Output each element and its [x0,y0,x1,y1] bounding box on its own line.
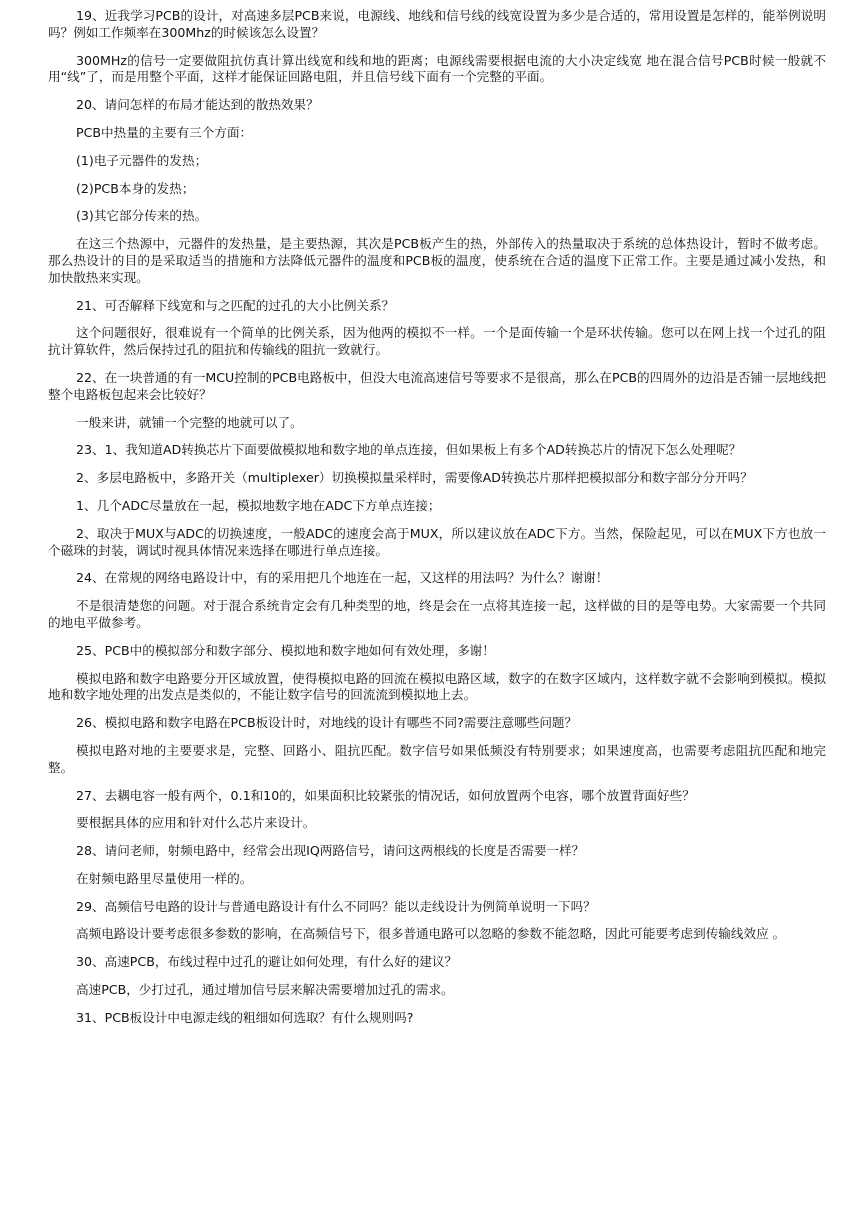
answer-27: 要根据具体的应用和针对什么芯片来设计。 [76,815,316,831]
answer-29: 高频电路设计要考虑很多参数的影响，在高频信号下，很多普通电路可以忽略的参数不能忽略，因此可能要考虑到传输线效应 。 [76,926,786,942]
question-28: 28、请问老师，射频电路中，经常会出现IQ两路信号，请问这两根线的长度是否需要一样？ [76,843,585,859]
question-30: 30、高速PCB，布线过程中过孔的避让如何处理，有什么好的建议？ [76,954,458,970]
question-23-part-2: 2、多层电路板中，多路开关（multiplexer）切换模拟量采样时，需要像AD转换芯片那样把模拟部分和数字部分分开吗？ [76,470,753,486]
answer-20-item-3: (3)其它部分传来的热。 [76,208,208,224]
answer-23-part-1: 1、几个ADC尽量放在一起，模拟地数字地在ADC下方单点连接； [76,497,441,513]
answer-26: 模拟电路对地的主要要求是，完整、回路小、阻抗匹配。数字信号如果低频没有特别要求；如果速度高，也需要考虑阻抗匹配和地完整。 [48,742,826,775]
question-24: 24、在常规的网络电路设计中，有的采用把几个地连在一起，又这样的用法吗？为什么？谢谢！ [76,570,609,586]
answer-28: 在射频电路里尽量使用一样的。 [76,870,253,886]
question-19: 19、近我学习PCB的设计，对高速多层PCB来说，电源线、地线和信号线的线宽设置为多少是合适的，常用设置是怎样的，能举例说明吗？例如工作频率在300Mhz的时候该怎么设置？ [48,8,826,40]
question-25: 25、PCB中的模拟部分和数字部分、模拟地和数字地如何有效处理，多谢！ [76,642,495,658]
answer-21: 这个问题很好，很难说有一个简单的比例关系，因为他两的模拟不一样。一个是面传输一个是环状传输。您可以在网上找一个过孔的阻抗计算软件，然后保持过孔的阻抗和传输线的阻抗一致就行。 [48,325,826,358]
answer-22: 一般来讲，就铺一个完整的地就可以了。 [76,414,303,430]
question-26: 26、模拟电路和数字电路在PCB板设计时，对地线的设计有哪些不同?需要注意哪些问题？ [76,715,578,731]
answer-20-intro: PCB中热量的主要有三个方面： [76,124,253,140]
question-29: 29、高频信号电路的设计与普通电路设计有什么不同吗？能以走线设计为例简单说明一下吗？ [76,898,596,914]
question-23-part-1: 23、1、我知道AD转换芯片下面要做模拟地和数字地的单点连接，但如果板上有多个AD转换芯片的情况下怎么处理呢？ [76,442,742,458]
answer-30: 高速PCB，少打过孔，通过增加信号层来解决需要增加过孔的需求。 [76,982,454,998]
question-27: 27、去耦电容一般有两个，0.1和10的，如果面积比较紧张的情况话，如何放置两个电容，哪个放置背面好些？ [76,787,695,803]
answer-19: 300MHz的信号一定要做阻抗仿真计算出线宽和线和地的距离；电源线需要根据电流的大小决定线宽 地在混合信号PCB时候一般就不用“线”了，而是用整个平面，这样才能保证回路电阻，并且信号线下面有一个完整的平面。 [48,52,826,85]
answer-23-part-2: 2、取决于MUX与ADC的切换速度，一般ADC的速度会高于MUX，所以建议放在ADC下方。当然，保险起见，可以在MUX下方也放一个磁珠的封装，调试时视具体情况来选择在哪进行单点连接。 [48,525,826,558]
question-21: 21、可否解释下线宽和与之匹配的过孔的大小比例关系？ [76,297,395,313]
answer-20-body: 在这三个热源中，元器件的发热量，是主要热源，其次是PCB板产生的热，外部传入的热量取决于系统的总体热设计，暂时不做考虑。那么热设计的目的是采取适当的措施和方法降低元器件的温度和PCB板的温度，使系统在合适的温度下正常工作。主要是通过减小发热，和加快散热来实现。 [48,236,826,285]
answer-20-item-1: (1)电子元器件的发热； [76,152,208,168]
answer-24: 不是很清楚您的问题。对于混合系统肯定会有几种类型的地，终是会在一点将其连接一起，这样做的目的是等电势。大家需要一个共同的地电平做参考。 [48,598,826,630]
question-22: 22、在一块普通的有一MCU控制的PCB电路板中，但没大电流高速信号等要求不是很高，那么在PCB的四周外的边沿是否铺一层地线把整个电路板包起来会比较好？ [48,369,826,402]
question-31: 31、PCB板设计中电源走线的粗细如何选取？有什么规则吗? [76,1009,414,1025]
answer-25: 模拟电路和数字电路要分开区域放置，使得模拟电路的回流在模拟电路区域，数字的在数字区域内，这样数字就不会影响到模拟。模拟地和数字地处理的出发点是类似的，不能让数字信号的回流流到模拟地上去。 [48,670,826,703]
answer-20-item-2: (2)PCB本身的发热； [76,180,195,196]
question-20: 20、请问怎样的布局才能达到的散热效果？ [76,97,319,113]
document-page [48,8,826,1038]
